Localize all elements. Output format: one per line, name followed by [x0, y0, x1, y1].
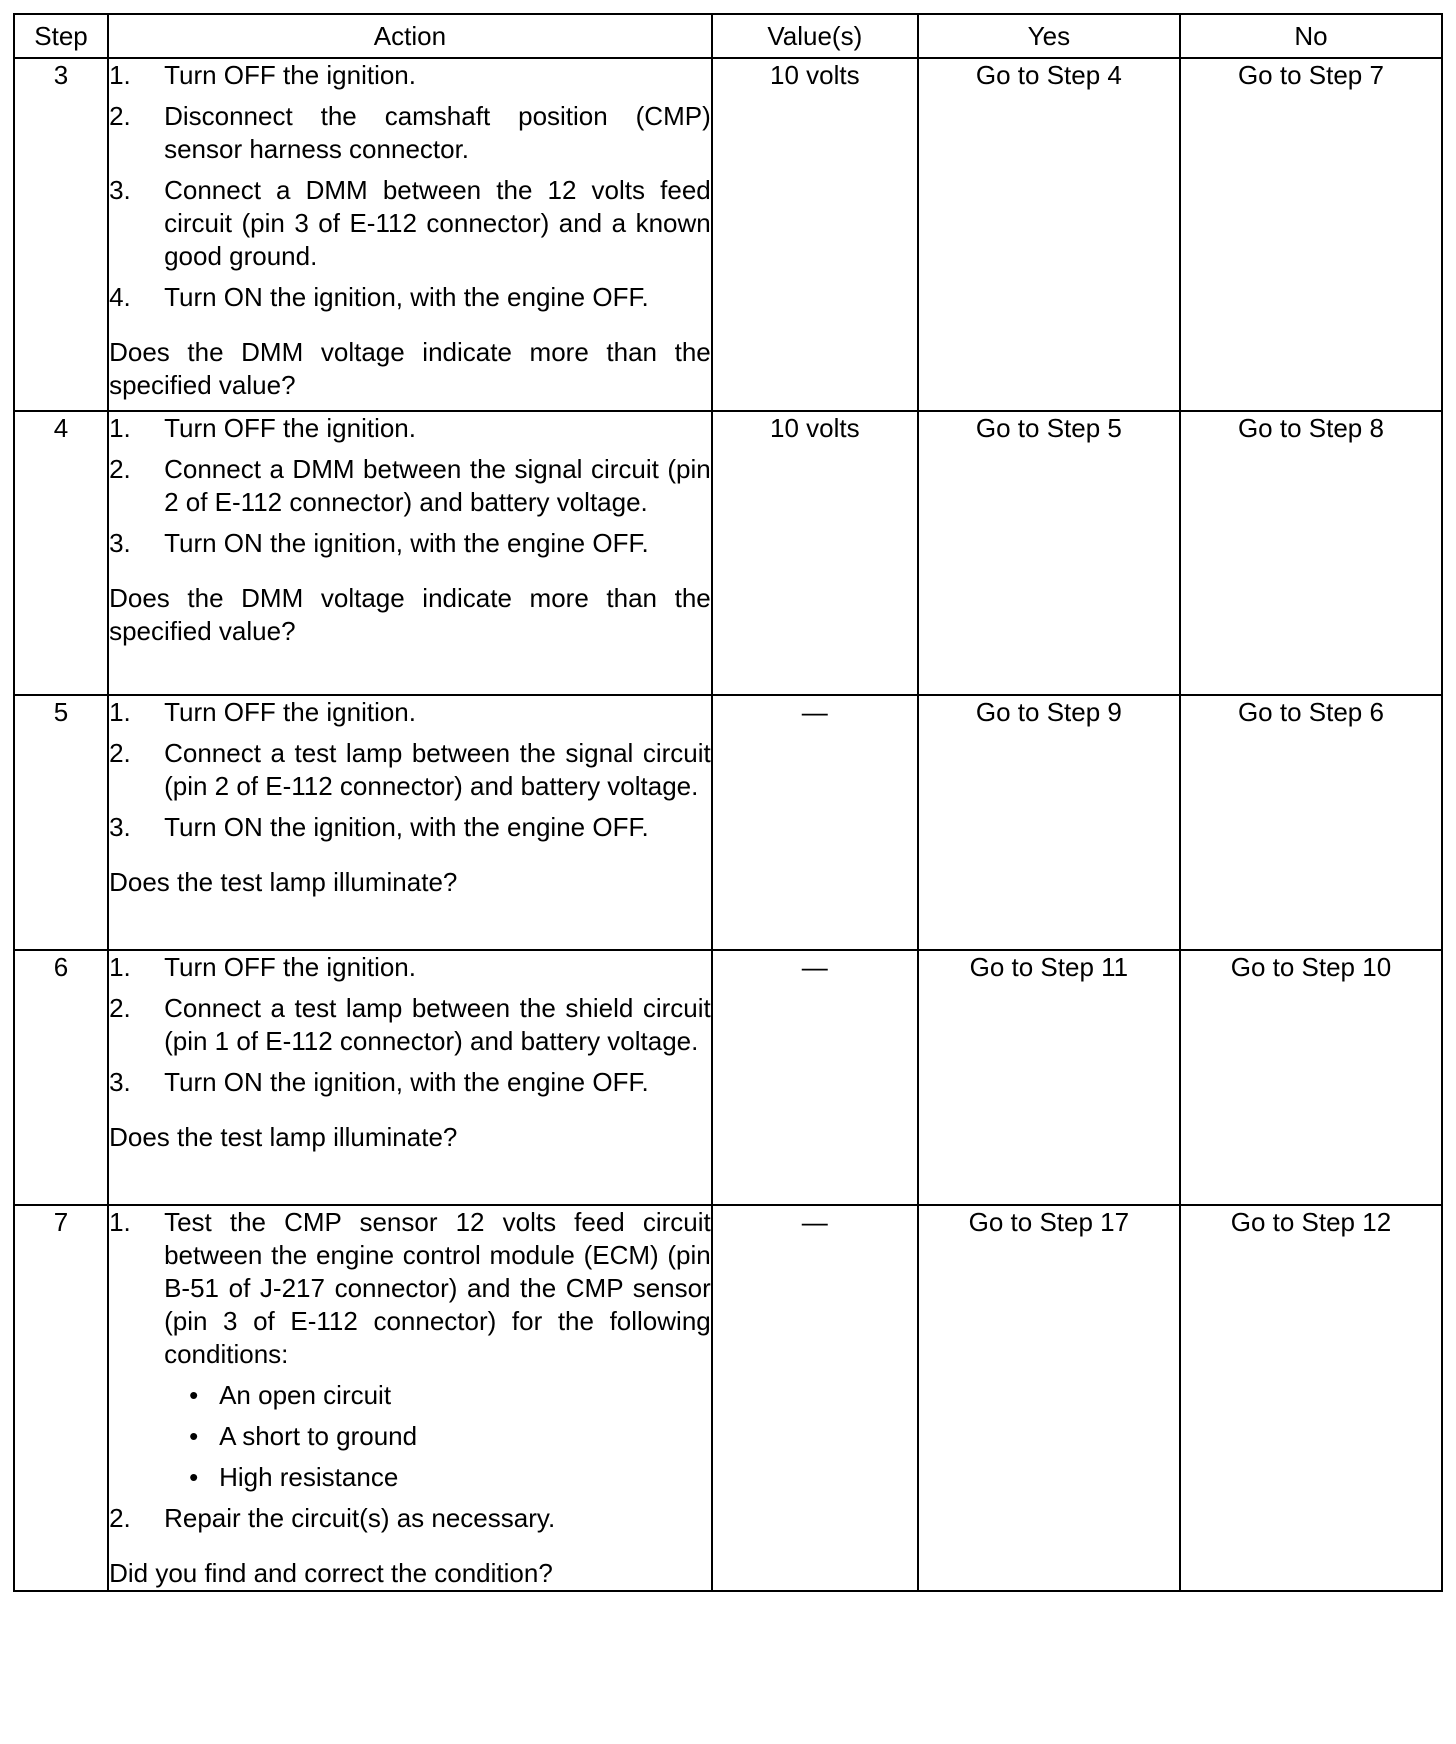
action-item-text: Connect a DMM between the signal circuit (pin 2 of E-112 connector) and battery voltage.: [164, 454, 711, 517]
action-item-number: 2.: [109, 993, 131, 1023]
condition-text: High resistance: [219, 1462, 399, 1492]
diagnostic-table: [13, 13, 1443, 1592]
value-cell: 10 volts: [712, 58, 918, 411]
action-question: Does the test lamp illuminate?: [109, 1122, 458, 1152]
action-item-number: 3.: [109, 1067, 131, 1097]
no-cell: Go to Step 7: [1180, 58, 1442, 411]
action-item: [109, 174, 711, 273]
yes-cell: Go to Step 11: [918, 950, 1180, 1205]
table-row: [14, 950, 1442, 1205]
header-no: No: [1180, 14, 1442, 58]
action-item-number: 2.: [109, 454, 131, 484]
action-question: Does the test lamp illuminate?: [109, 867, 458, 897]
value-cell: —: [712, 950, 918, 1205]
condition-item: [164, 1379, 711, 1412]
yes-cell: Go to Step 9: [918, 695, 1180, 950]
action-item: [109, 1502, 711, 1535]
action-item: [109, 453, 711, 519]
bullet-icon: •: [189, 1380, 199, 1410]
yes-cell: Go to Step 4: [918, 58, 1180, 411]
header-yes: Yes: [918, 14, 1180, 58]
yes-cell: Go to Step 5: [918, 411, 1180, 695]
yes-cell: Go to Step 17: [918, 1205, 1180, 1591]
header-step: Step: [14, 14, 108, 58]
step-number: 7: [14, 1205, 108, 1591]
bullet-icon: •: [189, 1462, 199, 1492]
action-item-text: Connect a test lamp between the shield circuit (pin 1 of E-112 connector) and battery voltage.: [164, 993, 711, 1056]
action-item-text: Disconnect the camshaft position (CMP) sensor harness connector.: [164, 101, 711, 164]
action-cell: [108, 1205, 712, 1591]
action-item: [109, 992, 711, 1058]
action-item: [109, 412, 711, 445]
action-cell: [108, 411, 712, 695]
action-item: [109, 100, 711, 166]
action-item-text: Turn ON the ignition, with the engine OFF.: [164, 528, 649, 558]
action-item: [109, 737, 711, 803]
action-item: [109, 951, 711, 984]
action-item-text: Repair the circuit(s) as necessary.: [164, 1503, 556, 1533]
action-item: [109, 696, 711, 729]
action-item-number: 4.: [109, 282, 131, 312]
value-cell: —: [712, 1205, 918, 1591]
action-item-number: 1.: [109, 1207, 131, 1237]
no-cell: Go to Step 10: [1180, 950, 1442, 1205]
table-row: [14, 1205, 1442, 1591]
value-cell: —: [712, 695, 918, 950]
action-list: [109, 696, 711, 844]
action-item: [109, 811, 711, 844]
action-item-number: 2.: [109, 1503, 131, 1533]
action-question: Did you find and correct the condition?: [109, 1558, 553, 1588]
no-cell: Go to Step 12: [1180, 1205, 1442, 1591]
action-cell: [108, 695, 712, 950]
action-item-number: 2.: [109, 738, 131, 768]
condition-text: A short to ground: [219, 1421, 418, 1451]
table-row: [14, 58, 1442, 411]
table-row: [14, 695, 1442, 950]
action-cell: [108, 950, 712, 1205]
no-cell: Go to Step 6: [1180, 695, 1442, 950]
condition-item: [164, 1461, 711, 1494]
action-item-text: Turn OFF the ignition.: [164, 952, 416, 982]
bullet-icon: •: [189, 1421, 199, 1451]
action-item: [109, 59, 711, 92]
action-item: [109, 1066, 711, 1099]
header-row: [14, 14, 1442, 58]
value-cell: 10 volts: [712, 411, 918, 695]
action-item-text: Turn ON the ignition, with the engine OFF.: [164, 282, 649, 312]
action-item-text: Turn OFF the ignition.: [164, 697, 416, 727]
action-item: [109, 281, 711, 314]
action-cell: [108, 58, 712, 411]
condition-item: [164, 1420, 711, 1453]
action-item-text: Turn ON the ignition, with the engine OFF.: [164, 1067, 649, 1097]
no-cell: Go to Step 8: [1180, 411, 1442, 695]
condition-text: An open circuit: [219, 1380, 392, 1410]
action-item-number: 3.: [109, 175, 131, 205]
action-item-number: 2.: [109, 101, 131, 131]
action-item-text: Test the CMP sensor 12 volts feed circuit between the engine control module (ECM) (pin B-51 of J-217 connector) and the CMP sensor (pin 3 of E-112 connector) for the following conditions:: [164, 1207, 711, 1369]
action-item: [109, 1206, 711, 1494]
step-number: 5: [14, 695, 108, 950]
action-list: [109, 1206, 711, 1535]
action-item-number: 1.: [109, 697, 131, 727]
step-number: 3: [14, 58, 108, 411]
action-item-text: Turn ON the ignition, with the engine OFF.: [164, 812, 649, 842]
action-item-number: 3.: [109, 812, 131, 842]
step-number: 6: [14, 950, 108, 1205]
action-item-number: 3.: [109, 528, 131, 558]
action-item-number: 1.: [109, 413, 131, 443]
action-list: [109, 59, 711, 314]
action-item-text: Connect a test lamp between the signal circuit (pin 2 of E-112 connector) and battery voltage.: [164, 738, 711, 801]
action-item-number: 1.: [109, 952, 131, 982]
action-question: Does the DMM voltage indicate more than the specified value?: [109, 337, 711, 400]
condition-list: [164, 1379, 711, 1494]
table-row: [14, 411, 1442, 695]
action-item: [109, 527, 711, 560]
action-item-number: 1.: [109, 60, 131, 90]
action-list: [109, 951, 711, 1099]
header-action: Action: [108, 14, 712, 58]
step-number: 4: [14, 411, 108, 695]
action-list: [109, 412, 711, 560]
action-question: Does the DMM voltage indicate more than the specified value?: [109, 583, 711, 646]
action-item-text: Turn OFF the ignition.: [164, 413, 416, 443]
action-item-text: Connect a DMM between the 12 volts feed circuit (pin 3 of E-112 connector) and a known good ground.: [164, 175, 711, 271]
action-item-text: Turn OFF the ignition.: [164, 60, 416, 90]
header-values: Value(s): [712, 14, 918, 58]
